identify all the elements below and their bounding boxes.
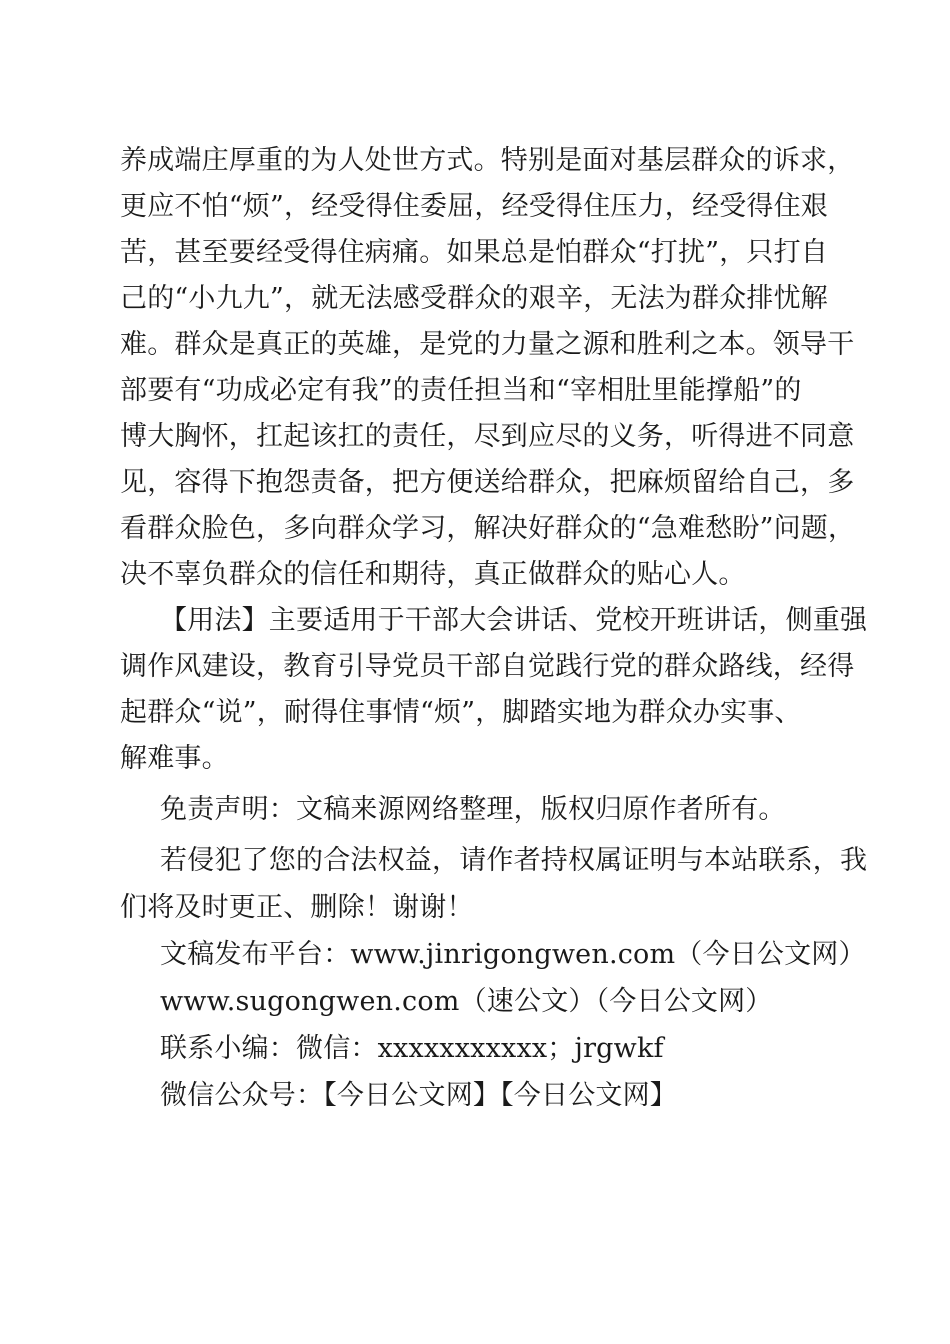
body-line: 己的“小九九”，就无法感受群众的艰辛，无法为群众排忧解 (120, 283, 829, 314)
body-line: 难。群众是真正的英雄，是党的力量之源和胜利之本。领导干 (120, 329, 855, 360)
body-line: 苦，甚至要经受得住病痛。如果总是怕群众“打扰”，只打自 (120, 237, 829, 268)
wechat-account-text: 微信公众号：【今日公文网】【今日公文网】 (160, 1080, 677, 1111)
body-line: 博大胸怀，扛起该扛的责任，尽到应尽的义务，听得进不同意 (120, 421, 855, 452)
footer-notes (120, 782, 868, 1119)
platform-text: 文稿发布平台：www.jinrigongwen.com（今日公文网） (160, 939, 866, 970)
body-line: 养成端庄厚重的为人处世方式。特别是面对基层群众的诉求， (120, 145, 855, 176)
disclaimer-text: 免责声明：文稿来源网络整理，版权归原作者所有。 (160, 794, 786, 825)
infringement-text: 们将及时更正、删除！谢谢！ (120, 892, 474, 923)
usage-line: 调作风建设，教育引导党员干部自觉践行党的群众路线，经得 (120, 651, 855, 682)
infringement-text: 若侵犯了您的合法权益，请作者持权属证明与本站联系，我 (160, 845, 868, 876)
body-paragraph (120, 138, 856, 598)
body-line: 看群众脸色，多向群众学习，解决好群众的“急难愁盼”问题， (120, 513, 856, 544)
usage-line: 起群众“说”，耐得住事情“烦”，脚踏实地为群众办实事、 (120, 697, 802, 728)
body-line: 决不辜负群众的信任和期待，真正做群众的贴心人。 (120, 559, 746, 590)
contact-text: 联系小编：微信：xxxxxxxxxxx；jrgwkf (160, 1033, 664, 1064)
usage-line: 【用法】主要适用于干部大会讲话、党校开班讲话，侧重强 (160, 605, 868, 636)
usage-line: 解难事。 (120, 743, 229, 774)
usage-paragraph (120, 598, 868, 782)
platform-text-2: www.sugongwen.com（速公文）（今日公文网） (160, 986, 773, 1017)
body-line: 见，容得下抱怨责备，把方便送给群众，把麻烦留给自己，多 (120, 467, 855, 498)
document-page (120, 138, 868, 1119)
body-line: 部要有“功成必定有我”的责任担当和“宰相肚里能撑船”的 (120, 375, 802, 406)
body-line: 更应不怕“烦”，经受得住委屈，经受得住压力，经受得住艰 (120, 191, 829, 222)
